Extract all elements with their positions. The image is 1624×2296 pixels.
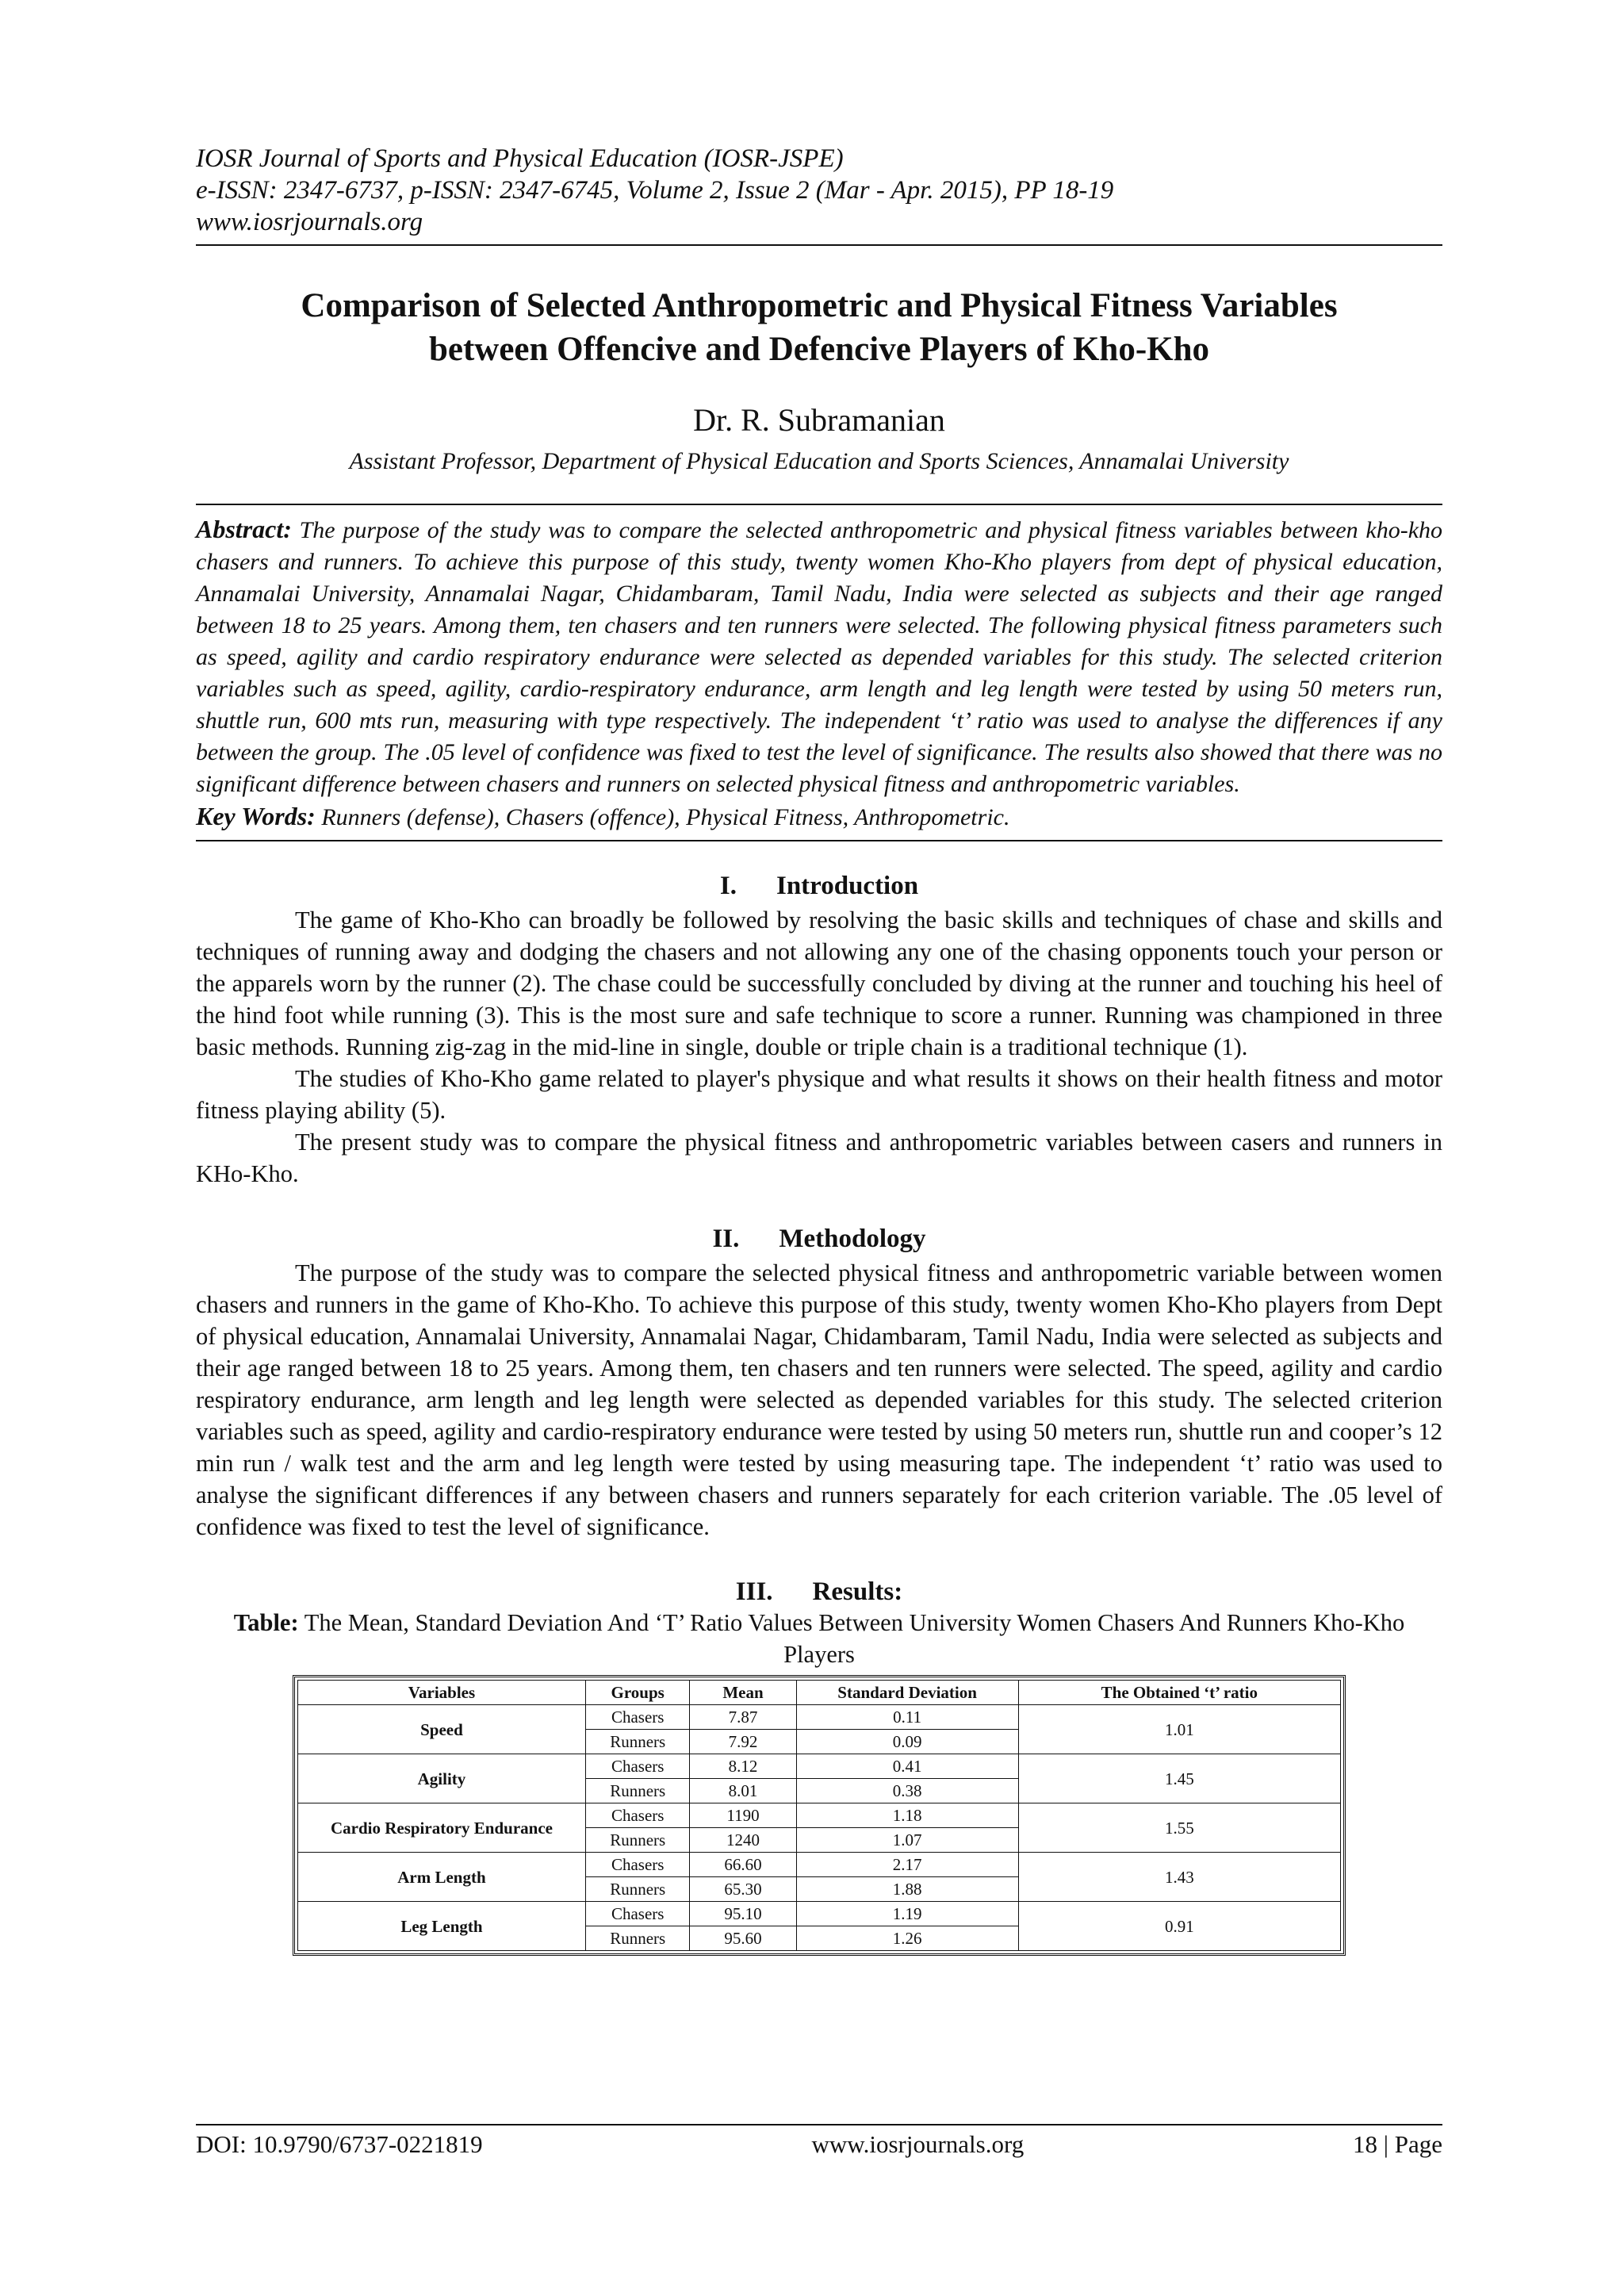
abstract-text: The purpose of the study was to compare the selected anthropometric and physical fitness variables between kho-kho chasers and runners. To achieve this purpose of this study, twenty women Kho-Kho players from dept of physical education, Annamalai University, Annamalai Nagar, Chidambaram, Tamil Nadu, India were selected as subjects and their age ranged between 18 to 25 years. Among them, ten chasers and ten runners were selected. The following physical fitness parameters such as speed, agility and cardio respiratory endurance were selected as depended variables for this study. The selected criterion variables such as speed, agility, cardio-respiratory endurance, arm length and leg length were tested by using 50 meters run, shuttle run, 600 mts run, measuring with type respectively. The independent ‘t’ ratio was used to analyse the differences if any between the group. The .05 level of confidence was fixed to test the level of significance. The results also showed that there was no significant difference between chasers and runners on selected physical fitness and anthropometric variables. [196, 517, 1443, 797]
table-row [298, 1705, 1341, 1730]
sd-cell: 1.88 [796, 1877, 1018, 1902]
table-header-row [298, 1681, 1341, 1705]
intro-paragraph-3: The present study was to compare the physical fitness and anthropometric variables between casers and runners in KHo-Kho. [196, 1129, 1442, 1187]
section-number: III. [735, 1577, 773, 1606]
mean-cell: 8.01 [690, 1779, 796, 1803]
section-number: II. [712, 1225, 740, 1253]
header-groups: Groups [585, 1681, 690, 1705]
mean-cell: 95.60 [690, 1926, 796, 1951]
journal-url: www.iosrjournals.org [196, 208, 423, 236]
section-number: I. [719, 872, 737, 900]
t-ratio-cell: 1.55 [1018, 1803, 1340, 1853]
group-cell: Chasers [585, 1902, 690, 1926]
abstract [196, 504, 1442, 841]
table-row [298, 1803, 1341, 1828]
mean-cell: 1240 [690, 1828, 796, 1853]
group-cell: Chasers [585, 1754, 690, 1779]
variable-cell: Cardio Respiratory Endurance [298, 1803, 586, 1853]
results-table-frame [293, 1675, 1346, 1956]
footer-doi: DOI: 10.9790/6737-0221819 [196, 2130, 483, 2158]
intro-paragraph-1: The game of Kho-Kho can broadly be followed by resolving the basic skills and techniques of chase and skills and techniques of running away and dodging the chasers and not allowing any one of the chasing opponents touch your person or the apparels worn by the runner (2). The chase could be successfully concluded by diving at the runner and touching his heel of the hind foot while running (3). This is the most sure and safe technique to score a runner. Running was championed in three basic methods. Running zig-zag in the mid-line in single, double or triple chain is a traditional technique (1). [196, 907, 1442, 1060]
t-ratio-cell: 1.01 [1018, 1705, 1340, 1754]
page-footer [196, 2130, 1442, 2159]
footer-rule [196, 2124, 1442, 2125]
mean-cell: 65.30 [690, 1877, 796, 1902]
table-caption [196, 1607, 1442, 1670]
affiliation: Assistant Professor, Department of Physical Education and Sports Sciences, Annamalai University [349, 448, 1289, 474]
mean-cell: 7.92 [690, 1730, 796, 1754]
paper-page [196, 143, 1442, 1956]
methodology-heading [196, 1225, 1442, 1254]
header-mean: Mean [690, 1681, 796, 1705]
mean-cell: 95.10 [690, 1902, 796, 1926]
table-row [298, 1754, 1341, 1779]
sd-cell: 0.11 [796, 1705, 1018, 1730]
mean-cell: 66.60 [690, 1853, 796, 1877]
table-caption-label: Table: [233, 1609, 299, 1636]
t-ratio-cell: 1.43 [1018, 1853, 1340, 1902]
section-title: Results: [812, 1577, 903, 1606]
methodology-paragraph: The purpose of the study was to compare the selected physical fitness and anthropometric variable between women chasers and runners in the game of Kho-Kho. To achieve this purpose of this study, twenty women Kho-Kho players from Dept of physical education, Annamalai University, Annamalai Nagar, Chidambaram, Tamil Nadu, India were selected as subjects and their age ranged between 18 to 25 years. Among them, ten chasers and ten runners were selected. The speed, agility and cardio respiratory endurance, arm length and leg length were selected as depended variables for this study. The selected criterion variables such as speed, agility and cardio-respiratory endurance were tested by using 50 meters run, shuttle run and cooper’s 12 min run / walk test and the arm and leg length were tested by using measuring tape. The independent ‘t’ ratio was used to analyse the significant differences if any between chasers and runners separately for each criterion variable. The .05 level of confidence was fixed to test the level of significance. [196, 1259, 1442, 1540]
title-line-2: between Offencive and Defencive Players of Kho-Kho [428, 331, 1210, 368]
mean-cell: 8.12 [690, 1754, 796, 1779]
header-t-ratio: The Obtained ‘t’ ratio [1018, 1681, 1340, 1705]
variable-cell: Arm Length [298, 1853, 586, 1902]
group-cell: Runners [585, 1828, 690, 1853]
group-cell: Runners [585, 1926, 690, 1951]
group-cell: Runners [585, 1877, 690, 1902]
intro-paragraph-2: The studies of Kho-Kho game related to player's physique and what results it shows on their health fitness and motor fitness playing ability (5). [196, 1065, 1442, 1124]
table-caption-text: The Mean, Standard Deviation And ‘T’ Ratio Values Between University Women Chasers And Runners Kho-Kho Players [304, 1609, 1405, 1668]
author: Dr. R. Subramanian [693, 402, 945, 438]
abstract-label: Abstract: [196, 515, 292, 543]
keywords-label: Key Words: [196, 802, 316, 830]
header-variables: Variables [298, 1681, 586, 1705]
sd-cell: 1.07 [796, 1828, 1018, 1853]
header-rule [196, 244, 1442, 246]
table-row [298, 1853, 1341, 1877]
journal-name: IOSR Journal of Sports and Physical Education (IOSR-JSPE) [196, 144, 844, 173]
group-cell: Chasers [585, 1705, 690, 1730]
journal-issn: e-ISSN: 2347-6737, p-ISSN: 2347-6745, Volume 2, Issue 2 (Mar - Apr. 2015), PP 18-19 [196, 176, 1114, 205]
keywords-text: Runners (defense), Chasers (offence), Physical Fitness, Anthropometric. [321, 804, 1010, 830]
table-row [298, 1902, 1341, 1926]
section-title: Methodology [779, 1225, 926, 1253]
variable-cell: Agility [298, 1754, 586, 1803]
footer-site: www.iosrjournals.org [811, 2130, 1025, 2158]
sd-cell: 1.18 [796, 1803, 1018, 1828]
t-ratio-cell: 0.91 [1018, 1902, 1340, 1951]
sd-cell: 2.17 [796, 1853, 1018, 1877]
variable-cell: Leg Length [298, 1902, 586, 1951]
variable-cell: Speed [298, 1705, 586, 1754]
results-table [297, 1680, 1341, 1951]
mean-cell: 7.87 [690, 1705, 796, 1730]
paper-title [196, 284, 1442, 371]
sd-cell: 0.41 [796, 1754, 1018, 1779]
title-line-1: Comparison of Selected Anthropometric and Physical Fitness Variables [301, 287, 1338, 324]
header-sd: Standard Deviation [796, 1681, 1018, 1705]
t-ratio-cell: 1.45 [1018, 1754, 1340, 1803]
sd-cell: 1.19 [796, 1902, 1018, 1926]
footer-page-number: 18 | Page [1353, 2130, 1442, 2158]
results-heading [196, 1577, 1442, 1607]
group-cell: Chasers [585, 1853, 690, 1877]
sd-cell: 1.26 [796, 1926, 1018, 1951]
mean-cell: 1190 [690, 1803, 796, 1828]
group-cell: Runners [585, 1779, 690, 1803]
introduction-heading [196, 872, 1442, 901]
journal-header [196, 143, 1442, 238]
sd-cell: 0.38 [796, 1779, 1018, 1803]
section-title: Introduction [776, 872, 919, 900]
group-cell: Chasers [585, 1803, 690, 1828]
group-cell: Runners [585, 1730, 690, 1754]
sd-cell: 0.09 [796, 1730, 1018, 1754]
